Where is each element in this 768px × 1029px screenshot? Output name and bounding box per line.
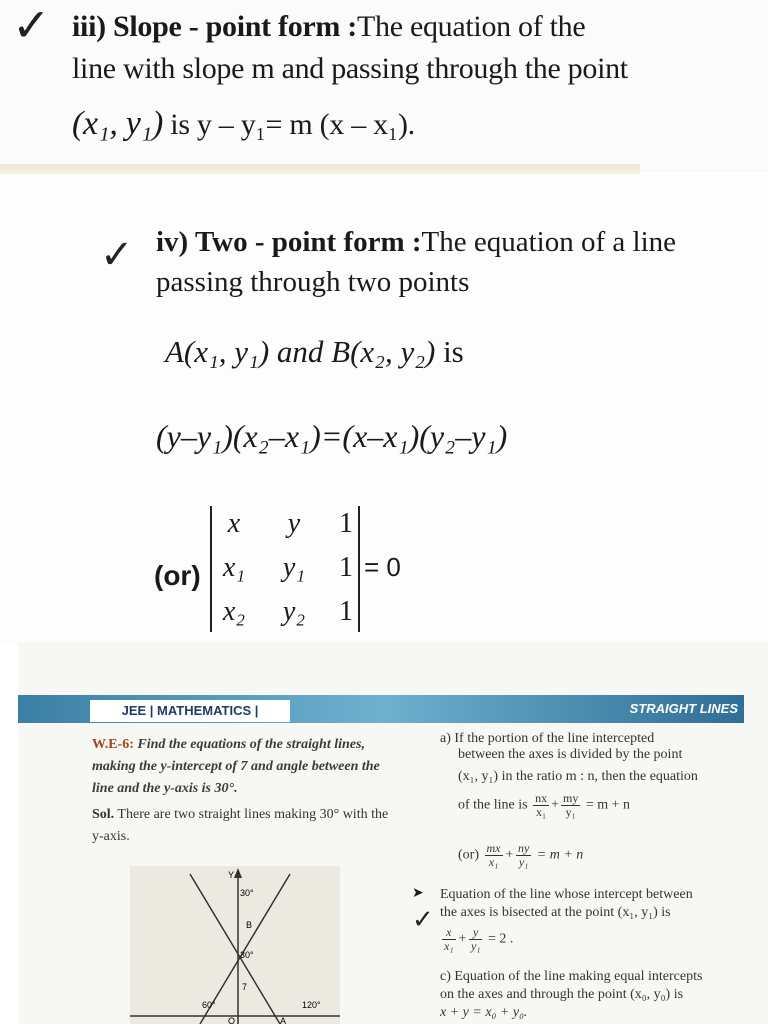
det-cell: y (287, 508, 301, 539)
fraction: $\frac{x}{\text{x₁}}$ (444, 925, 454, 953)
slope-point-title-line (72, 10, 585, 44)
bullet-arrow-icon: ➤ (412, 886, 424, 901)
solution-label: Sol. (92, 807, 115, 822)
bisect-equation: $\frac{x}{\text{x₁}}$ + $\frac{y}{\text{y₁}}$ = 2 . (444, 925, 514, 953)
determinant-block (154, 498, 454, 638)
det-cell: 1 (339, 596, 353, 627)
worked-example (92, 734, 402, 800)
bisect-rhs: = 2 . (487, 931, 514, 947)
header-right-title: STRAIGHT LINES (629, 701, 738, 716)
fraction: $\frac{ny}{\text{y₁}}$ (517, 841, 530, 869)
checkmark-icon: ✓ (412, 905, 434, 935)
angle-label: 120° (302, 1000, 321, 1010)
point-label: A (280, 1016, 287, 1024)
solution (92, 804, 402, 848)
angle-figure-svg (130, 866, 340, 1024)
bisect-line-1: Equation of the line whose intercept between (440, 887, 693, 902)
slope-point-line-3 (72, 105, 415, 143)
fraction: $\frac{my}{\text{y₁}}$ (563, 791, 579, 819)
det-cell: x₁ (222, 552, 246, 583)
angle-figure (130, 866, 340, 1024)
right-a-line-4: of the line is (458, 797, 528, 813)
intercept-label: 7 (242, 982, 248, 992)
right-a-line-2: between the axes is divided by the point (458, 747, 683, 762)
angle-label: 30° (240, 888, 254, 898)
checkmark-icon: ✓ (100, 232, 134, 278)
right-or-equation: (or) $\frac{mx}{\text{x₁}}$ + $\frac{ny}{\text{y₁}}$ = m + n (458, 841, 584, 869)
page-separator (0, 164, 640, 174)
two-point-line-2: passing through two points (156, 266, 470, 298)
slope-point-title: iii) Slope - point form : (72, 10, 357, 43)
point-label: B (246, 920, 253, 930)
right-a-equation: of the line is $\frac{nx}{\text{x₁}}$ + $\frac{my}{\text{y₁}}$ = m + n (458, 791, 631, 819)
bisect-line-2: the axes is bisected at the point (x₁, y₁) is (440, 905, 671, 920)
c-line-1: c) Equation of the line making equal intercepts (440, 969, 703, 984)
det-cell: y₂ (282, 596, 306, 627)
axis-label: Y (228, 870, 235, 880)
slope-point-line-2: line with slope m and passing through the point (72, 52, 628, 85)
slope-point-is: is (163, 108, 197, 141)
fraction: $\frac{nx}{\text{x₁}}$ (535, 791, 548, 819)
two-point-equation: (y–y₁)(x₂–x₁)=(x–x₁)(y₂–y₁) (156, 418, 508, 454)
right-a-line-3: (x₁, y₁) in the ratio m : n, then the equation (458, 769, 698, 784)
det-cell: x (227, 508, 241, 539)
y-axis-arrow (234, 868, 242, 878)
slope-point-title-rest: The equation of the (357, 10, 586, 43)
origin-label: O (228, 1016, 236, 1024)
det-cell: 1 (339, 552, 353, 583)
determinant-left-bar (210, 506, 212, 632)
angle-label: 60° (202, 1000, 216, 1010)
det-cell: x₂ (222, 596, 246, 627)
right-or-rhs: = m + n (536, 847, 584, 863)
det-cell: y₁ (282, 552, 306, 583)
right-a-line-1: a) If the portion of the line intercepted (440, 731, 655, 746)
worked-example-text: Find the equations of the straight lines, making the y-intercept of 7 and angle between the line and the y-axis is 30°. (92, 737, 380, 796)
det-cell: 1 (339, 508, 353, 539)
angle-label: 30° (240, 950, 254, 960)
c-line-3: x + y = x₀ + y₀. (440, 1005, 528, 1020)
determinant-equals-zero: = 0 (364, 552, 401, 582)
checkmark-icon: ✓ (12, 0, 51, 52)
two-point-points-line (165, 334, 464, 370)
two-point-title: iv) Two - point form : (156, 226, 422, 258)
two-point-title-rest: The equation of a line (421, 226, 677, 258)
c-line-2: on the axes and through the point (x₀, y₀) is (440, 987, 684, 1002)
solution-text: There are two straight lines making 30° with the y-axis. (92, 807, 389, 844)
slope-point-section (0, 0, 768, 172)
slope-point-point: (x₁, y₁) (72, 105, 164, 142)
fraction: $\frac{mx}{\text{x₁}}$ (486, 841, 501, 869)
right-a-rhs: = m + n (585, 797, 631, 813)
header-left-tag: JEE | MATHEMATICS | (90, 700, 290, 722)
determinant-or-label: (or) (154, 560, 201, 591)
two-point-points: A(x₁, y₁) and B(x₂, y₂) (165, 334, 436, 369)
fraction: $\frac{y}{\text{y₁}}$ (470, 925, 481, 953)
worked-example-label: W.E-6: (92, 737, 134, 752)
two-point-points-is: is (435, 334, 464, 369)
slope-point-equation: y – y₁= m (x – x₁). (196, 108, 415, 141)
two-point-title-line (156, 226, 676, 259)
right-or-label: (or) (458, 847, 479, 863)
